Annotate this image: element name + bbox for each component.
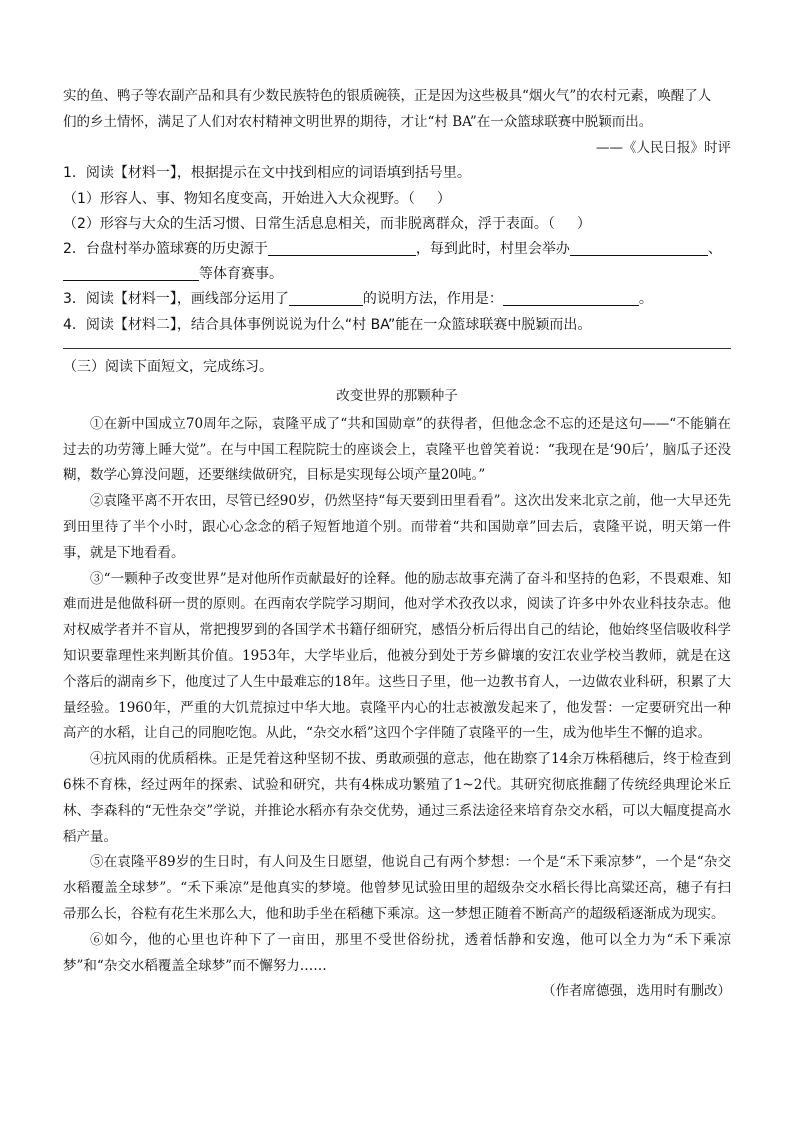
reading-section-3 (63, 355, 731, 1005)
answer-blank-3b[interactable] (503, 290, 639, 306)
article-paragraph-5: ⑤在袁隆平89岁的生日时，有人问及生日愿望，他说自己有两个梦想：一个是“禾下乘凉梦”，一个是“杂交水稻覆盖全球梦”。“禾下乘凉”是他真实的梦境。他曾梦见试验田里的超级杂交水稻长得比高粱还高，穗子有扫帚那么长，谷粒有花生米那么大，他和助手坐在稻穗下乘凉。这一梦想正随着不断高产的超级稻逐渐成为现实。 (63, 854, 731, 922)
question-2 (63, 237, 731, 262)
question-2-cont (63, 262, 731, 287)
answer-blank-2a[interactable] (268, 240, 416, 256)
worksheet-page (63, 84, 731, 1005)
article-paragraph-4: ④抗风雨的优质稻株。正是凭着这种坚韧不拔、勇敢顽强的意志，他在勘察了14余万株稻穗后，终于检查到6株不育株，经过两年的探索、试验和研究，共有4株成功繁殖了1~2代。其研究彻底推翻了传统经典理论米丘林、李森科的“无性杂交”学说，并推论水稻亦有杂交优势，通过三系法途径来培育杂交水稻，可以大幅度提高水稻产量。 (63, 751, 731, 845)
section-heading: （三）阅读下面短文，完成练习。 (63, 358, 273, 375)
material-text-line: 们的乡土情怀，满足了人们对农村精神文明世界的期待，才让“村 BA”在一众篮球联赛中脱颖而出。 (63, 113, 653, 130)
answer-blank-2c[interactable] (63, 265, 199, 281)
article-paragraph-2: ②袁隆平离不开农田，尽管已经90岁，仍然坚持“每天要到田里看看”。这次出发来北京之前，他一大早还先到田里待了半个小时，跟心心念念的稻子短暂地道个别。而带着“共和国勋章”回去后，袁隆平说，明天第一件事，就是下地看看。 (63, 493, 731, 561)
article-paragraph-3: ③“一颗种子改变世界”是对他所作贡献最好的诠释。他的励志故事充满了奋斗和坚持的色彩，不畏艰难、知难而进是他做科研一贯的原则。在西南农学院学习期间，他对学术孜孜以求，阅读了许多中外农业科技杂志。他对权威学者并不盲从，常把搜罗到的各国学术书籍仔细研究，感悟分析后得出自己的结论，他始终坚信吸收科学知识要靠理性来判断其价值。1953年，大学毕业后，他被分到处于芳乡僻壤的安江农业学校当教师，就是在这个落后的湖南乡下，他度过了人生中最难忘的18年。这些日子里，他一边教书育人，一边做农业科研，积累了大量经验。1960年，严重的大饥荒掠过中华大地。袁隆平内心的壮志被激发起来了，他发誓：一定要研究出一种高产的水稻，让自己的同胞吃饱。从此，“杂交水稻”这四个字伴随了袁隆平的一生，成为他毕生不懈的追求。 (63, 570, 731, 742)
answer-blank-3a[interactable] (289, 290, 363, 306)
material-two-tail (63, 84, 731, 161)
question-3-text-3: 。 (638, 291, 653, 308)
question-1: 1．阅读【材料一】，根据提示在文中找到相应的词语填到括号里。 (63, 165, 471, 182)
question-2-text-1: 2．台盘村举办篮球赛的历史源于 (63, 241, 268, 257)
question-4: 4．阅读【材料二】，结合具体事例说说为什么“村 BA”能在一众篮球联赛中脱颖而出。 (63, 316, 592, 333)
paren-close: ） (436, 190, 451, 207)
question-2-text-3: 、 (707, 241, 722, 257)
question-3-text-2: 的说明方法，作用是： (362, 291, 503, 308)
question-1-a (63, 187, 731, 212)
paren-close: ） (576, 215, 591, 232)
article-source: （作者席德强，选用时有删改） (542, 983, 731, 1000)
question-list (63, 161, 731, 337)
question-1-b (63, 212, 731, 237)
question-3-text-1: 3．阅读【材料一】，画线部分运用了 (63, 291, 289, 308)
section-divider (63, 348, 731, 349)
question-1-b-text: （2）形容与大众的生活习惯、日常生活息息相关，而非脱离群众，浮于表面。（ (63, 215, 555, 232)
question-1-a-text: （1）形容人、事、物知名度变高，开始进入大众视野。（ (63, 190, 415, 207)
material-text-line: 实的鱼、鸭子等农副产品和具有少数民族特色的银质碗筷，正是因为这些极具“烟火气”的农村元素，唤醒了人 (63, 88, 712, 104)
material-source: ——《人民日报》时评 (596, 139, 731, 156)
article-paragraph-6: ⑥如今，他的心里也许种下了一亩田，那里不受世俗纷扰，透着恬静和安逸，他可以全力为“禾下乘凉梦”和“杂交水稻覆盖全球梦”而不懈努力…… (63, 931, 731, 974)
answer-blank-2b[interactable] (570, 240, 708, 256)
question-2-text-2: ，每到此时，村里会举办 (415, 241, 570, 257)
article-title: 改变世界的那颗种子 (336, 388, 458, 405)
question-2-text-4: 等体育赛事。 (199, 266, 283, 283)
article-paragraph-1: ①在新中国成立70周年之际，袁隆平成了“共和国勋章”的获得者，但他念念不忘的还是这句——“不能躺在过去的功劳簿上睡大觉”。在与中国工程院院士的座谈会上，袁隆平也曾笑着说：“我现在是‘90后’，脑瓜子还没糊，数学心算没问题，还要继续做研究，目标是实现每公顷产量20吨。” (63, 415, 731, 484)
question-3 (63, 287, 731, 312)
